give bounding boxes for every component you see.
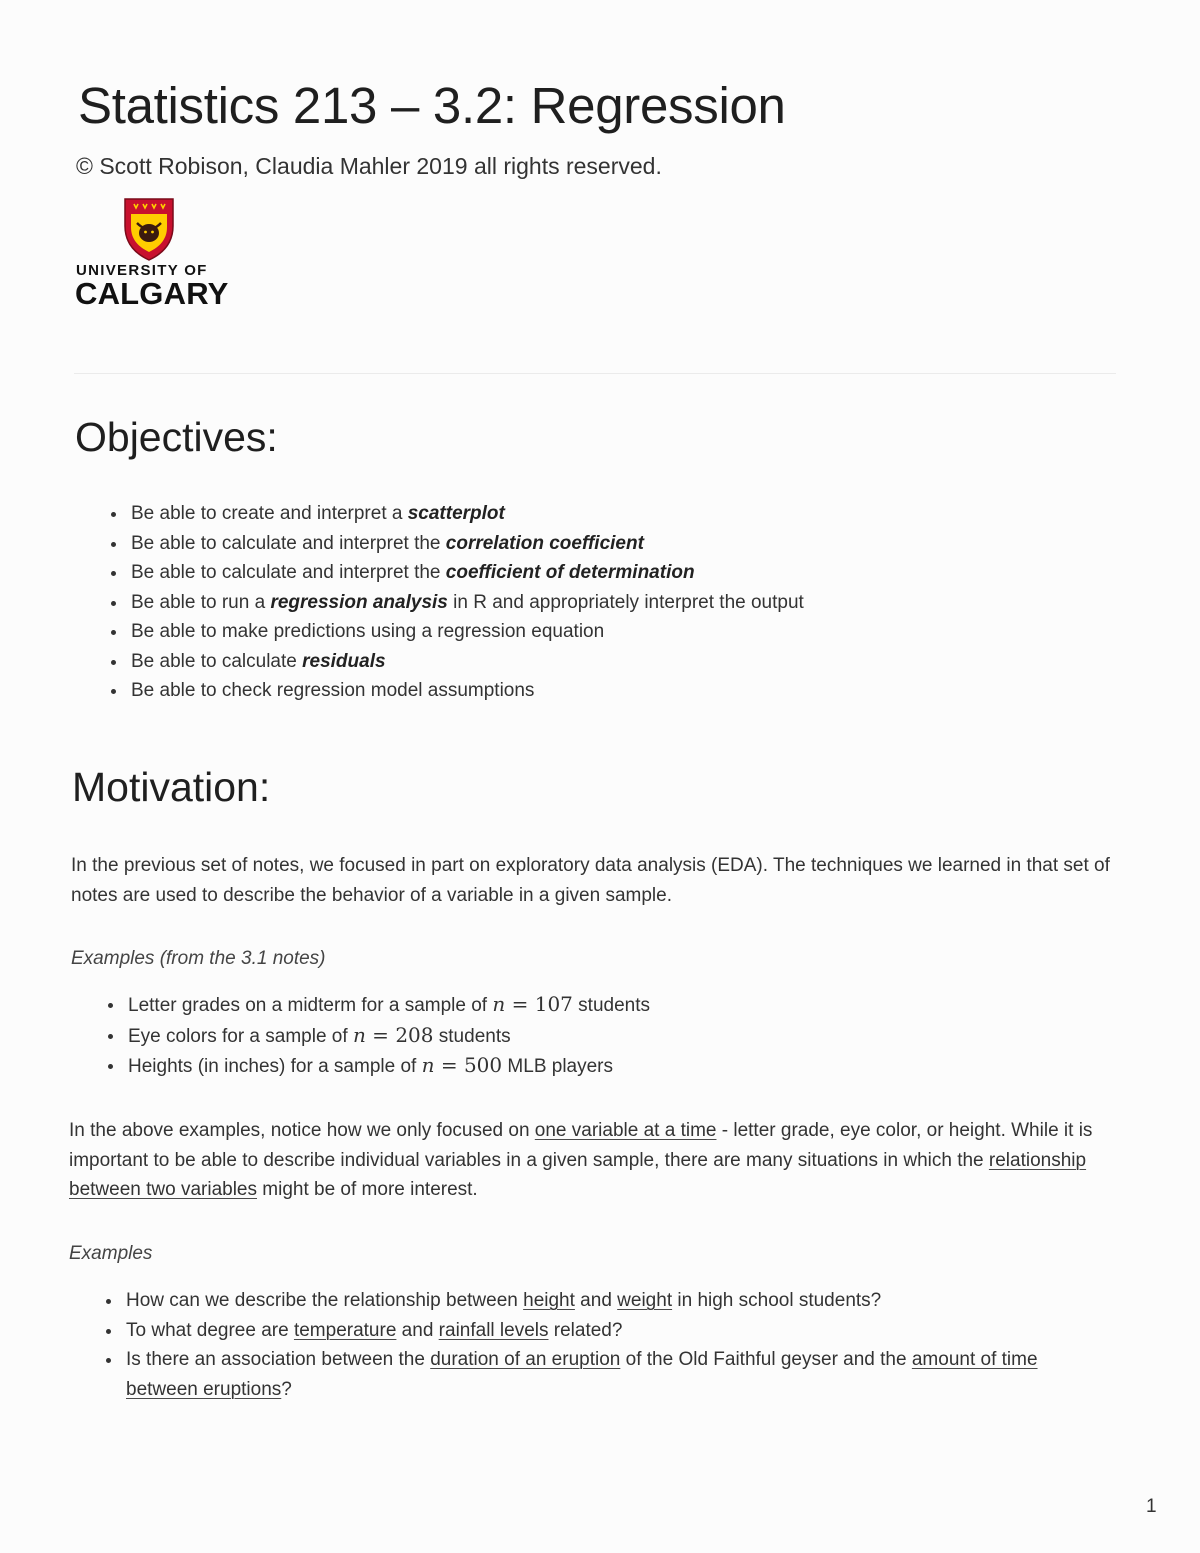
examples-label-1: Examples (from the 3.1 notes) xyxy=(71,948,326,969)
logo-university-text: UNIVERSITY OF xyxy=(76,262,208,279)
page-title: Statistics 213 – 3.2: Regression xyxy=(78,77,786,134)
logo-calgary-text: CALGARY xyxy=(75,276,229,311)
objectives-list xyxy=(110,499,804,706)
objective-item: Be able to run a regression analysis in R and appropriately interpret the output xyxy=(110,588,804,618)
examples-label-2: Examples xyxy=(69,1243,153,1264)
handwritten-underline: one variable at a time xyxy=(534,1120,717,1141)
objective-item: Be able to create and interpret a scatterplot xyxy=(110,499,804,529)
example-item: Letter grades on a midterm for a sample of n = 107 students xyxy=(107,990,650,1021)
examples-list-2 xyxy=(105,1286,1076,1404)
example-item: Eye colors for a sample of n = 208 students xyxy=(107,1021,650,1052)
example-item: Heights (in inches) for a sample of n = 500 MLB players xyxy=(107,1051,650,1082)
motivation-heading: Motivation: xyxy=(72,764,271,810)
section-divider xyxy=(74,373,1116,374)
examples-list-1 xyxy=(107,990,650,1082)
intro-paragraph: In the previous set of notes, we focused in part on exploratory data analysis (EDA). The techniques we learned in that set of notes are used to describe the behavior of a variable in a given sample. xyxy=(71,855,1110,906)
objective-item: Be able to make predictions using a regression equation xyxy=(110,617,804,647)
objective-item: Be able to calculate residuals xyxy=(110,647,804,677)
crest-icon xyxy=(122,196,176,262)
example-item: To what degree are temperature and rainfall levels related? xyxy=(105,1316,1076,1346)
objective-item: Be able to calculate and interpret the coefficient of determination xyxy=(110,558,804,588)
relationship-paragraph: In the above examples, notice how we only focused on one variable at a time - letter grade, eye color, or height. While it is important to be able to describe individual variables in a given sample, there are many situations in which the relationship between two variables might be of more interest. xyxy=(69,1120,1093,1200)
objective-item: Be able to check regression model assumptions xyxy=(110,676,804,706)
example-item: Is there an association between the duration of an eruption of the Old Faithful geyser and the amount of time between eruptions? xyxy=(105,1345,1076,1404)
page-number: 1 xyxy=(1146,1496,1157,1517)
example-item: How can we describe the relationship between height and weight in high school students? xyxy=(105,1286,1076,1316)
handwritten-underline: relationship between two variables xyxy=(69,1149,1087,1200)
objective-item: Be able to calculate and interpret the correlation coefficient xyxy=(110,529,804,559)
objectives-heading: Objectives: xyxy=(75,414,278,460)
copyright-notice: © Scott Robison, Claudia Mahler 2019 all rights reserved. xyxy=(76,153,662,179)
university-logo xyxy=(74,196,244,316)
